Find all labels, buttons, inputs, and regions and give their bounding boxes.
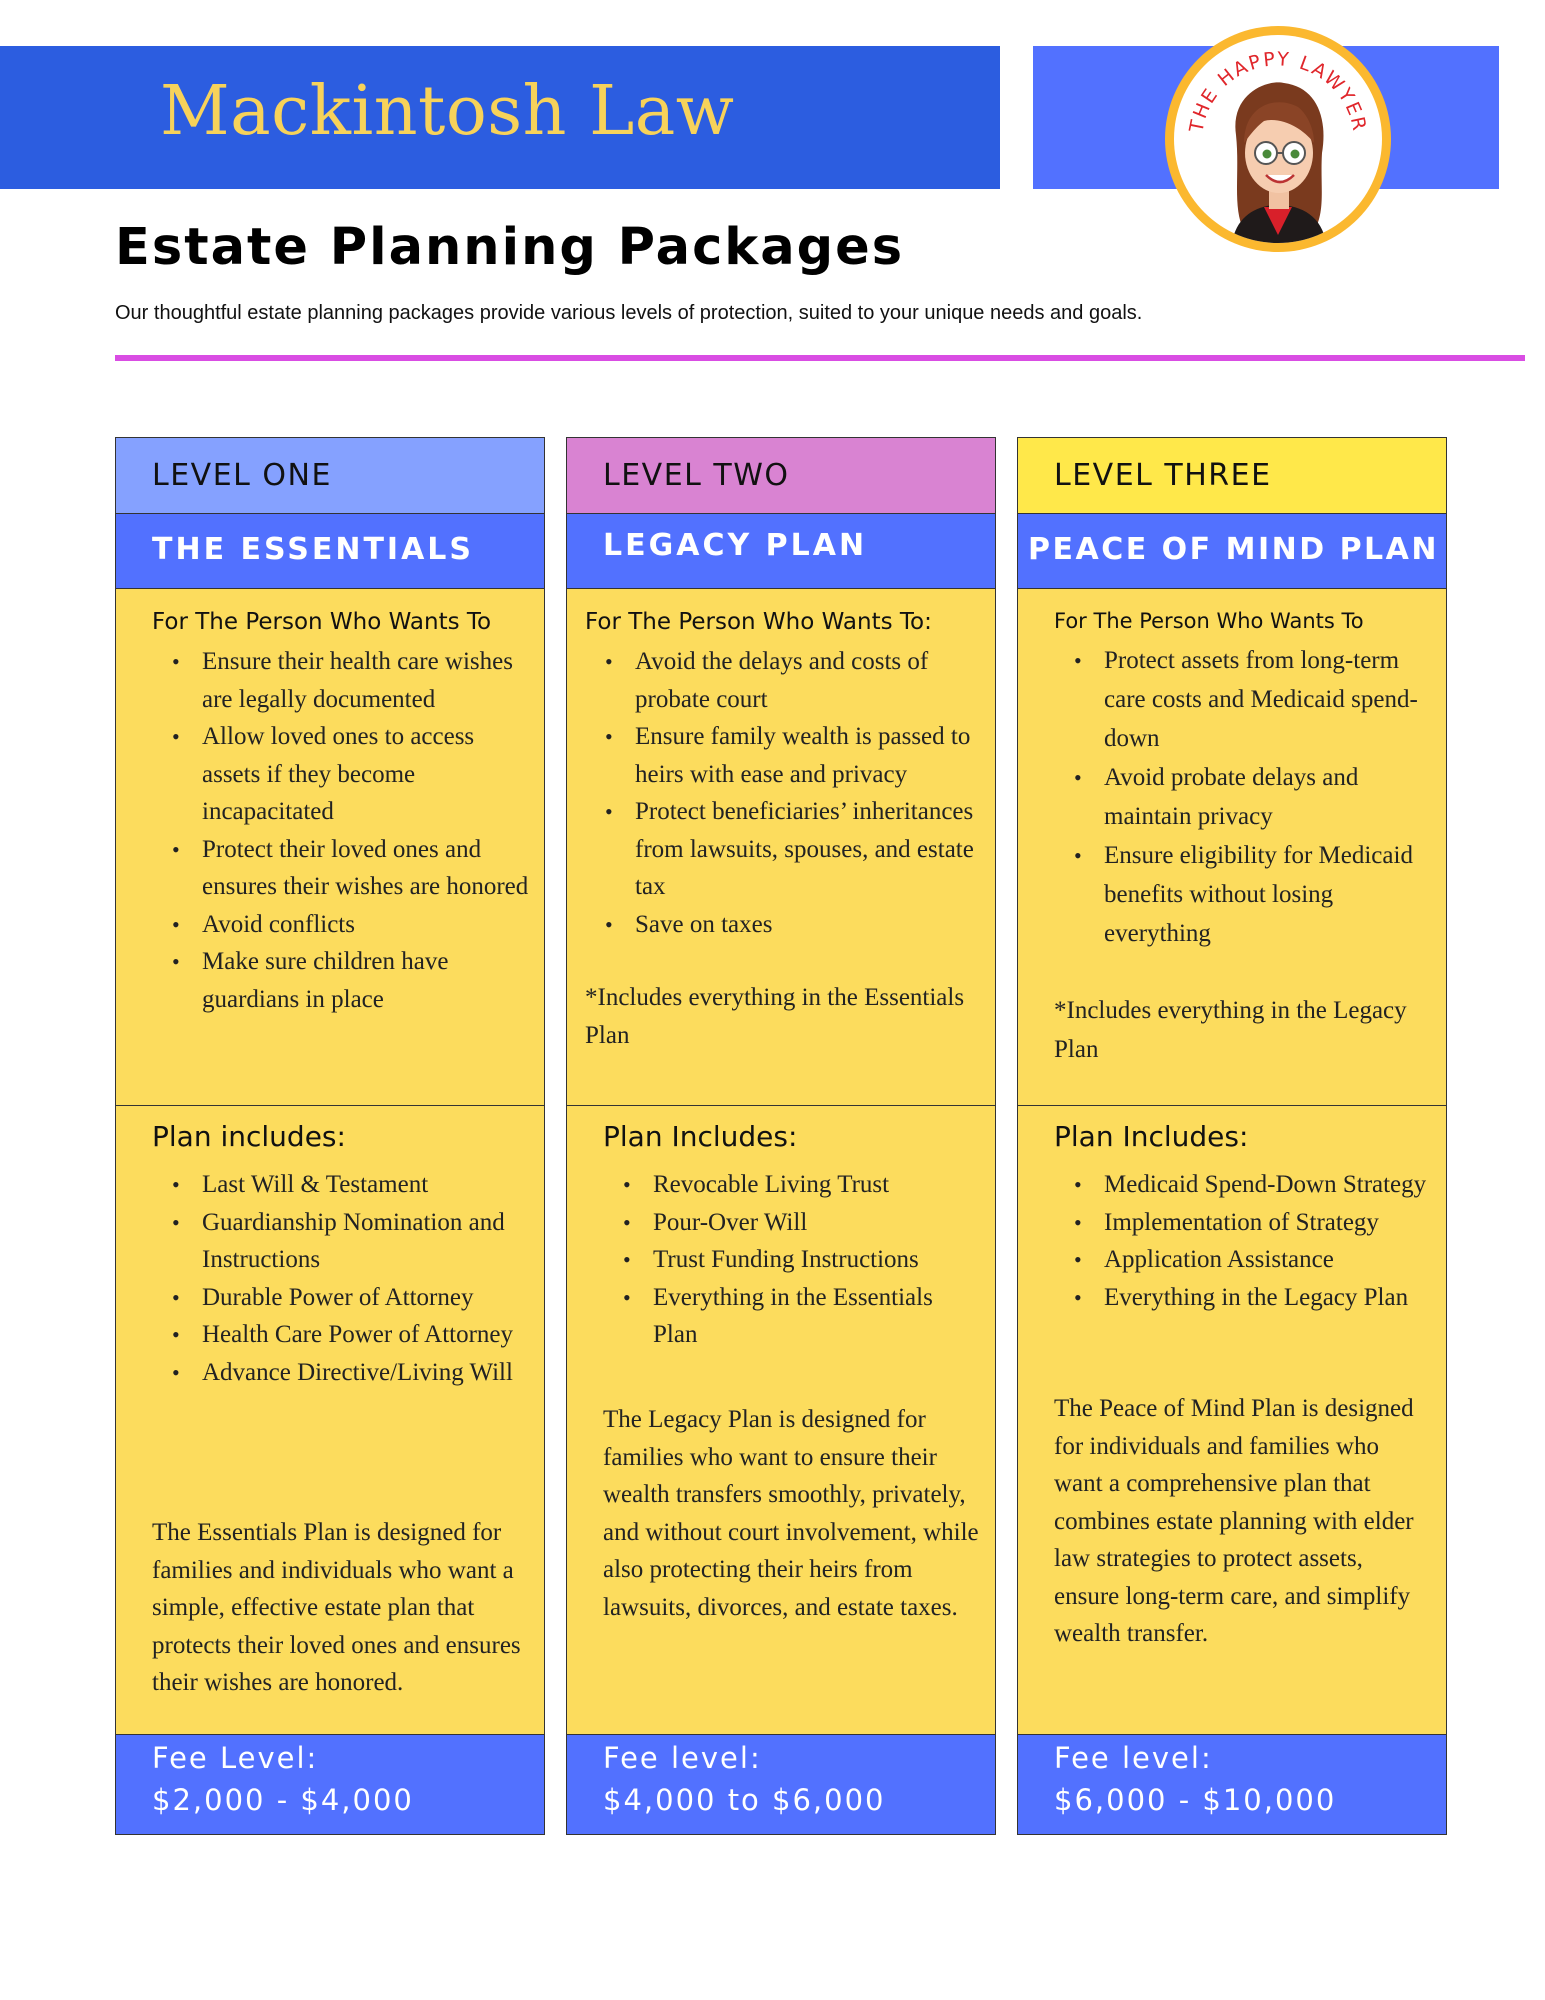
- fee-label: Fee level:: [603, 1741, 762, 1775]
- list-item: • Advance Directive/Living Will: [172, 1354, 530, 1392]
- audience-list: [605, 643, 981, 943]
- fee-section: [1017, 1734, 1447, 1835]
- level-label: LEVEL ONE: [152, 458, 332, 493]
- brand-name: Mackintosh Law: [160, 72, 735, 151]
- audience-heading: For The Person Who Wants To: [152, 609, 492, 635]
- includes-section: [1017, 1105, 1447, 1735]
- list-item: • Medicaid Spend-Down Strategy: [1074, 1166, 1432, 1204]
- list-item: • Ensure family wealth is passed to heirs with ease and privacy: [605, 718, 981, 793]
- happy-lawyer-logo: [1165, 26, 1391, 252]
- plan-description: The Essentials Plan is designed for families and individuals who want a simple, effective estate plan that protects their loved ones and ensures their wishes are honored.: [152, 1519, 521, 1696]
- plan-name-header: [566, 513, 996, 589]
- list-item: • Everything in the Legacy Plan: [1074, 1279, 1432, 1317]
- list-item: • Protect beneficiaries’ inheritances from lawsuits, spouses, and estate tax: [605, 793, 981, 906]
- fee-section: [115, 1734, 545, 1835]
- plan-name: PEACE OF MIND PLAN: [1028, 532, 1439, 567]
- fee-label: Fee level:: [1054, 1741, 1213, 1775]
- audience-list: [1074, 641, 1432, 953]
- audience-list: [172, 643, 530, 1018]
- fee-value: $2,000 - $4,000: [152, 1783, 414, 1817]
- list-item: • Health Care Power of Attorney: [172, 1316, 530, 1354]
- logo-text: THE HAPPY LAWYER: [1185, 48, 1371, 135]
- list-item: • Last Will & Testament: [172, 1166, 530, 1204]
- fee-section: [566, 1734, 996, 1835]
- level-label: LEVEL TWO: [603, 458, 790, 493]
- level-label: LEVEL THREE: [1054, 458, 1272, 493]
- audience-heading: For The Person Who Wants To:: [585, 609, 932, 635]
- list-item: • Trust Funding Instructions: [623, 1241, 981, 1279]
- list-item: • Avoid conflicts: [172, 906, 530, 944]
- includes-note: *Includes everything in the Legacy Plan: [1054, 997, 1407, 1063]
- lawyer-portrait-icon: [1174, 35, 1382, 243]
- divider: [115, 355, 1525, 361]
- includes-heading: Plan Includes:: [1054, 1120, 1249, 1153]
- list-item: • Protect assets from long-term care costs and Medicaid spend-down: [1074, 641, 1432, 758]
- list-item: • Application Assistance: [1074, 1241, 1432, 1279]
- includes-note: *Includes everything in the Essentials Plan: [585, 984, 965, 1049]
- list-item: • Everything in the Essentials Plan: [623, 1279, 981, 1354]
- fee-value: $4,000 to $6,000: [603, 1783, 886, 1817]
- includes-section: [115, 1105, 545, 1735]
- list-item: • Ensure eligibility for Medicaid benefits without losing everything: [1074, 836, 1432, 953]
- level-header: [1017, 437, 1447, 514]
- list-item: • Durable Power of Attorney: [172, 1279, 530, 1317]
- page-title: Estate Planning Packages: [115, 218, 905, 277]
- level-header: [115, 437, 545, 514]
- list-item: • Protect their loved ones and ensures their wishes are honored: [172, 831, 530, 906]
- audience-heading: For The Person Who Wants To: [1054, 609, 1364, 633]
- list-item: • Avoid probate delays and maintain privacy: [1074, 758, 1432, 836]
- includes-list: [1074, 1166, 1432, 1316]
- plan-name-header: [1017, 513, 1447, 589]
- list-item: • Implementation of Strategy: [1074, 1204, 1432, 1242]
- plan-name: THE ESSENTIALS: [152, 532, 475, 567]
- level-header: [566, 437, 996, 514]
- audience-section: [1017, 588, 1447, 1106]
- includes-heading: Plan Includes:: [603, 1120, 798, 1153]
- list-item: • Ensure their health care wishes are legally documented: [172, 643, 530, 718]
- includes-section: [566, 1105, 996, 1735]
- fee-value: $6,000 - $10,000: [1054, 1783, 1337, 1817]
- includes-list: [172, 1166, 530, 1391]
- plan-name: LEGACY PLAN: [603, 528, 868, 563]
- page-subtitle: Our thoughtful estate planning packages provide various levels of protection, suited to your unique needs and goals.: [115, 302, 1143, 324]
- list-item: • Allow loved ones to access assets if they become incapacitated: [172, 718, 530, 831]
- list-item: • Avoid the delays and costs of probate court: [605, 643, 981, 718]
- plan-description: The Legacy Plan is designed for families who want to ensure their wealth transfers smoothly, privately, and without court involvement, while also protecting their heirs from lawsuits, divorces, and estate taxes.: [603, 1406, 979, 1621]
- includes-heading: Plan includes:: [152, 1120, 346, 1153]
- list-item: • Save on taxes: [605, 906, 981, 944]
- audience-section: [115, 588, 545, 1106]
- audience-section: [566, 588, 996, 1106]
- list-item: • Pour-Over Will: [623, 1204, 981, 1242]
- list-item: • Make sure children have guardians in place: [172, 943, 530, 1018]
- fee-label: Fee Level:: [152, 1741, 319, 1775]
- plan-description: The Peace of Mind Plan is designed for individuals and families who want a comprehensive plan that combines estate planning with elder law strategies to protect assets, ensure long-term care, and simplify wealth transfer.: [1054, 1395, 1414, 1647]
- list-item: • Revocable Living Trust: [623, 1166, 981, 1204]
- list-item: • Guardianship Nomination and Instructions: [172, 1204, 530, 1279]
- plan-name-header: [115, 513, 545, 589]
- includes-list: [623, 1166, 981, 1354]
